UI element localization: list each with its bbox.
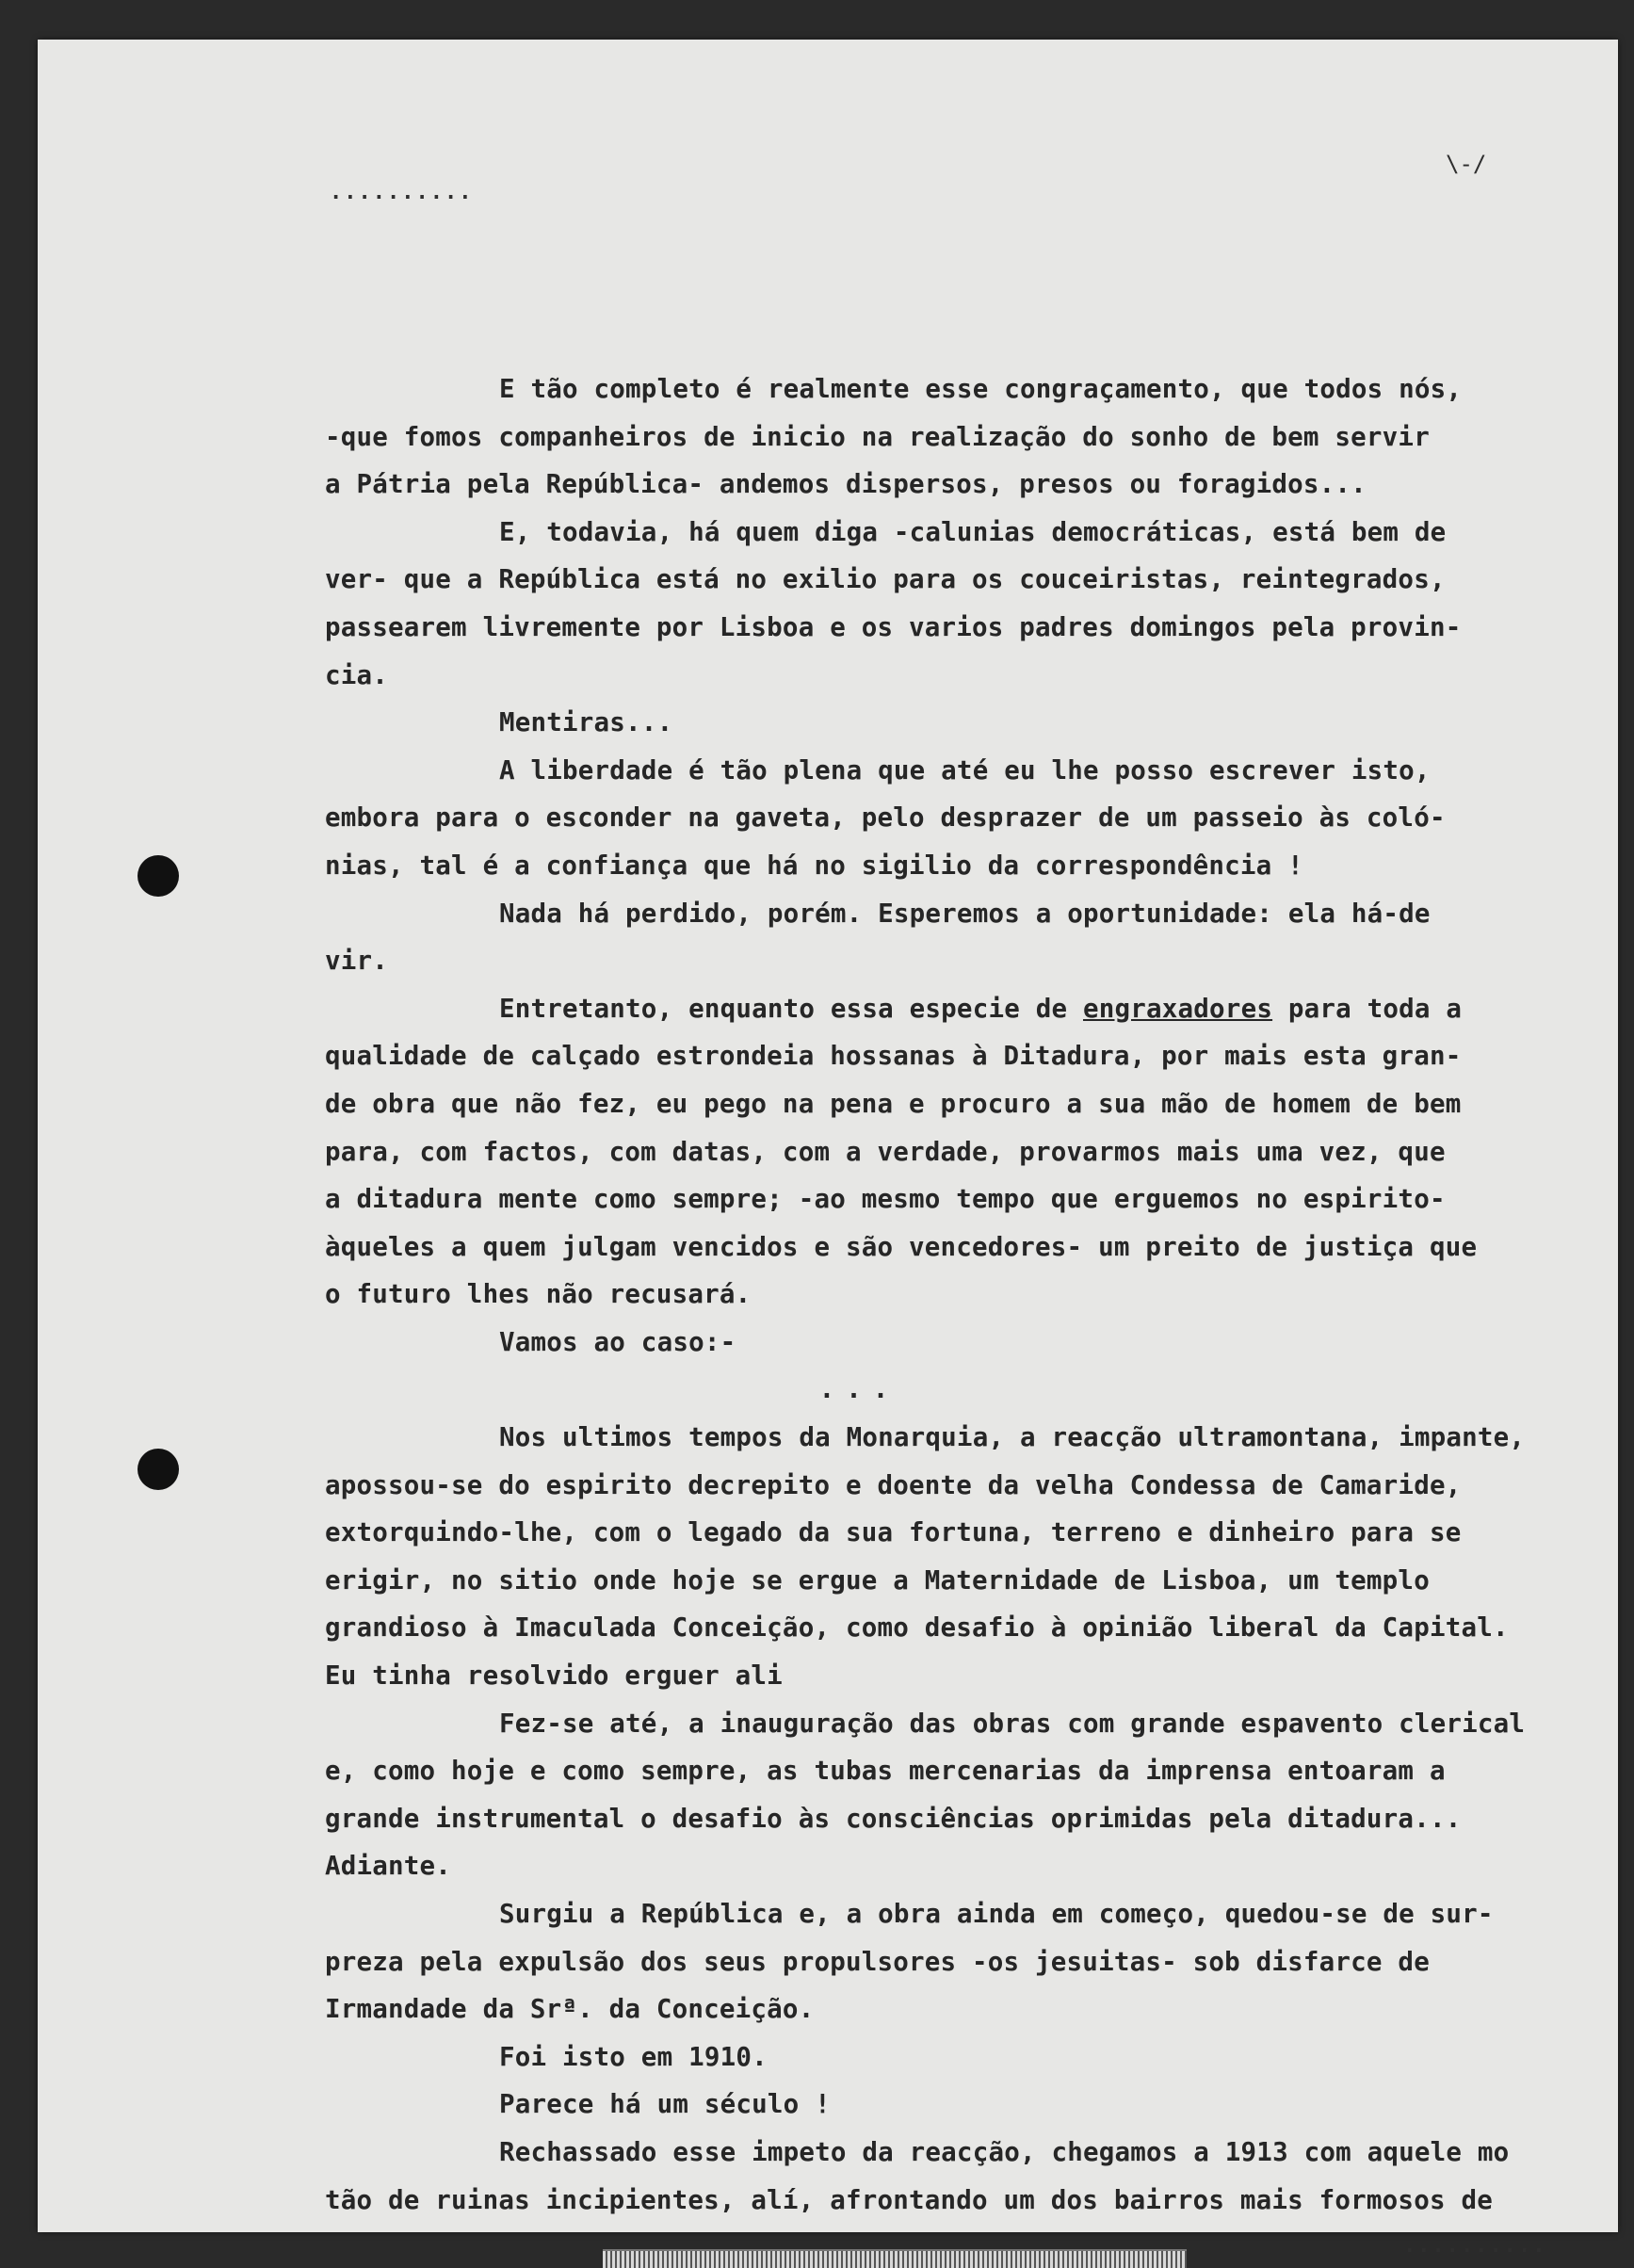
text-line: a ditadura mente como sempre; -ao mesmo tempo que erguemos no espirito- — [325, 1184, 1446, 1215]
text-fragment: Entretanto, enquanto essa especie de — [499, 993, 1083, 1024]
text-line: erigir, no sitio onde hoje se ergue a Maternidade de Lisboa, um templo — [325, 1564, 1430, 1596]
text-line: Foi isto em 1910. — [499, 2041, 768, 2072]
typed-text-body — [325, 365, 1615, 2224]
text-line: preza pela expulsão dos seus propulsores -os jesuitas- sob disfarce de — [325, 1946, 1430, 1977]
text-line: -que fomos companheiros de inicio na realização do sonho de bem servir — [325, 421, 1430, 452]
text-line: E tão completo é realmente esse congraçamento, que todos nós, — [499, 374, 1463, 404]
text-line: e, como hoje e como sempre, as tubas mercenarias da imprensa entoaram a — [325, 1756, 1446, 1787]
text-line: Fez-se até, a inauguração das obras com grande espavento clerical — [499, 1708, 1526, 1739]
scan-ruler — [603, 2249, 1187, 2268]
text-line: E, todavia, há quem diga -calunias democráticas, está bem de — [499, 516, 1447, 547]
text-line: de obra que não fez, eu pego na pena e procuro a sua mão de homem de bem — [325, 1088, 1462, 1119]
text-line: o futuro lhes não recusará. — [325, 1279, 752, 1310]
text-line: Rechassado esse impeto da reacção, chegamos a 1913 com aquele mo — [499, 2136, 1510, 2167]
punch-hole — [138, 855, 179, 897]
text-line: apossou-se do espirito decrepito e doente da velha Condessa de Camaride, — [325, 1469, 1462, 1500]
text-line: cia. — [325, 659, 389, 690]
text-line: a Pátria pela República- andemos dispersos, presos ou foragidos... — [325, 469, 1367, 500]
section-separator: ... — [818, 1374, 900, 1405]
text-line: Mentiras... — [499, 707, 673, 738]
text-line — [325, 985, 1615, 1033]
page-number-mark: \-/ — [1446, 151, 1487, 177]
text-line: grande instrumental o desafio às consciências oprimidas pela ditadura... — [325, 1803, 1462, 1834]
text-line: embora para o esconder na gaveta, pelo desprazer de um passeio às coló- — [325, 802, 1446, 834]
header-dots: .......... — [330, 181, 474, 204]
text-line: Parece há um século ! — [499, 2089, 831, 2120]
text-line: para, com factos, com datas, com a verdade, provarmos mais uma vez, que — [325, 1136, 1446, 1167]
text-line: passearem livremente por Lisboa e os varios padres domingos pela provin- — [325, 611, 1462, 642]
text-line: Irmandade da Srª. da Conceição. — [325, 1994, 815, 2025]
text-line: nias, tal é a confiança que há no sigilio da correspondência ! — [325, 850, 1303, 881]
text-line: Surgiu a República e, a obra ainda em começo, quedou-se de sur- — [499, 1899, 1494, 1929]
document-page — [38, 40, 1618, 2258]
text-line: Vamos ao caso:- — [499, 1326, 736, 1357]
text-line: Eu tinha resolvido erguer ali — [325, 1660, 783, 1692]
text-line: qualidade de calçado estrondeia hossanas à Ditadura, por mais esta gran- — [325, 1041, 1462, 1072]
text-line: extorquindo-lhe, com o legado da sua fortuna, terreno e dinheiro para se — [325, 1517, 1462, 1548]
text-line: àqueles a quem julgam vencidos e são vencedores- um preito de justiça que — [325, 1231, 1478, 1262]
text-fragment: para toda a — [1272, 993, 1463, 1024]
footer-dots: .......... — [1403, 2234, 1547, 2258]
text-line: tão de ruinas incipientes, alí, afrontando um dos bairros mais formosos de — [325, 2184, 1493, 2215]
punch-hole — [138, 1449, 179, 1490]
underlined-word: engraxadores — [1083, 993, 1273, 1024]
text-line: grandioso à Imaculada Conceição, como desafio à opinião liberal da Capital. — [325, 1612, 1509, 1644]
text-line: Nada há perdido, porém. Esperemos a oportunidade: ela há-de — [499, 898, 1431, 929]
text-line: vir. — [325, 946, 389, 977]
text-line: A liberdade é tão plena que até eu lhe posso escrever isto, — [499, 754, 1431, 786]
text-line: ver- que a República está no exilio para os couceiristas, reintegrados, — [325, 564, 1446, 595]
text-line: Nos ultimos tempos da Monarquia, a reacção ultramontana, impante, — [499, 1422, 1526, 1453]
text-line: Adiante. — [325, 1851, 452, 1882]
